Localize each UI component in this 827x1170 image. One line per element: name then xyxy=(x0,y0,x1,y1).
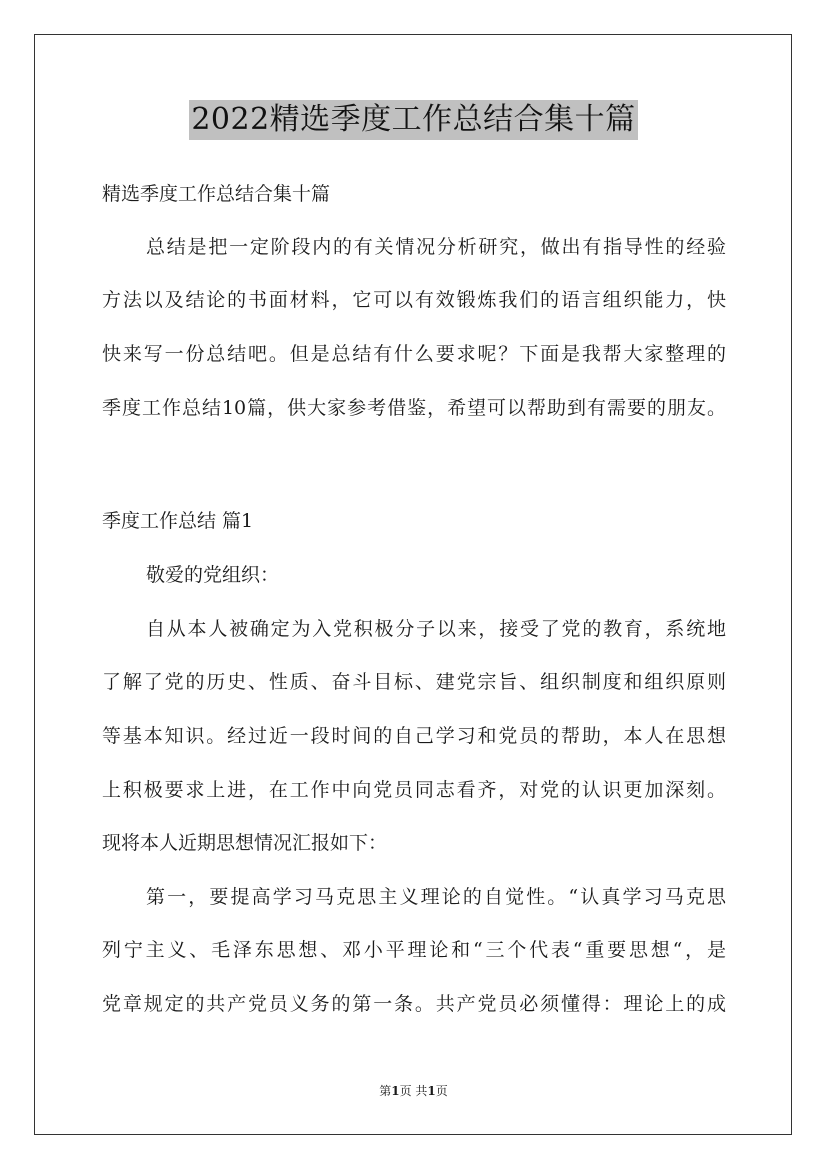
para1-line-4: 上积极要求上进，在工作中向党员同志看齐，对党的认识更加深刻。 xyxy=(102,779,726,801)
page-current: 1 xyxy=(391,1084,400,1098)
document-title: 2022精选季度工作总结合集十篇 xyxy=(189,100,637,140)
para2-line-1: 第一，要提高学习马克思主义理论的自觉性。“认真学习马克思 xyxy=(146,886,726,908)
para1-line-2: 了解了党的历史、性质、奋斗目标、建党宗旨、组织制度和组织原则 xyxy=(102,671,726,693)
page-suffix: 页 xyxy=(435,1084,448,1098)
intro-line-4: 季度工作总结10篇，供大家参考借鉴，希望可以帮助到有需要的朋友。 xyxy=(102,397,726,419)
document-subtitle: 精选季度工作总结合集十篇 xyxy=(102,183,331,205)
para1-line-1: 自从本人被确定为入党积极分子以来，接受了党的教育，系统地 xyxy=(146,618,726,640)
title-container xyxy=(0,100,827,140)
section-heading: 季度工作总结 篇1 xyxy=(102,510,254,532)
page-prefix: 第 xyxy=(379,1084,392,1098)
intro-line-1: 总结是把一定阶段内的有关情况分析研究，做出有指导性的经验 xyxy=(146,236,726,258)
para2-line-3: 党章规定的共产党员义务的第一条。共产党员必须懂得：理论上的成 xyxy=(102,993,726,1015)
para1-line-3: 等基本知识。经过近一段时间的自己学习和党员的帮助，本人在思想 xyxy=(102,725,726,747)
page-footer xyxy=(0,1083,827,1099)
page-total: 1 xyxy=(427,1084,436,1098)
salutation: 敬爱的党组织： xyxy=(146,564,280,586)
intro-line-3: 快来写一份总结吧。但是总结有什么要求呢？下面是我帮大家整理的 xyxy=(102,343,726,365)
para2-line-2: 列宁主义、毛泽东思想、邓小平理论和“三个代表“重要思想“，是 xyxy=(102,939,726,961)
para1-line-5: 现将本人近期思想情况汇报如下： xyxy=(102,832,388,854)
intro-line-2: 方法以及结论的书面材料，它可以有效锻炼我们的语言组织能力，快 xyxy=(102,289,726,311)
page-mid: 页 共 xyxy=(399,1084,428,1098)
